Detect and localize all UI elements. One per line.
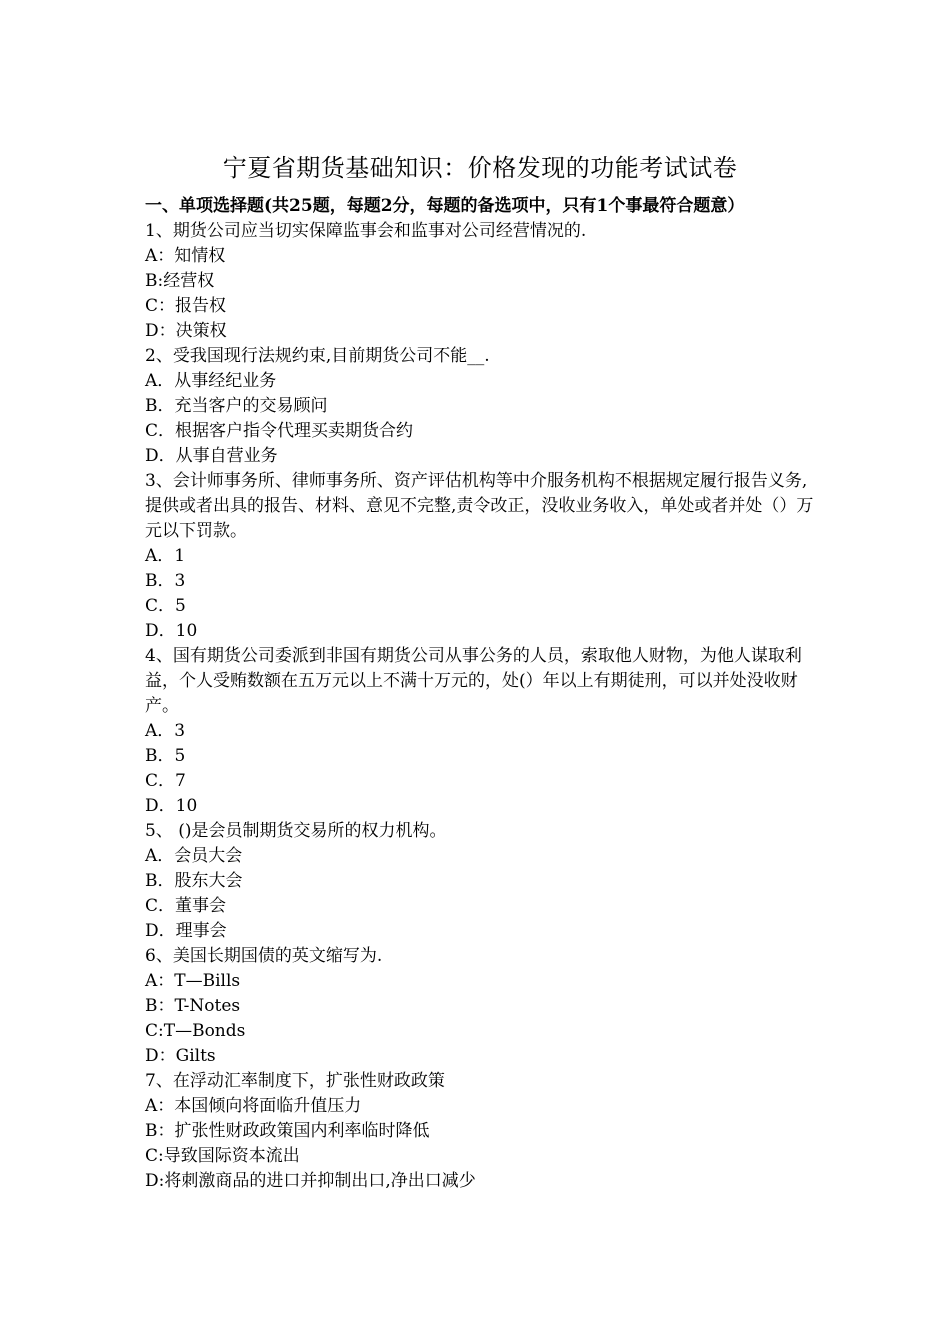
option-b: B：T-Notes (145, 996, 241, 1016)
document-page (145, 150, 815, 1194)
option-a: A．会员大会 (145, 846, 243, 866)
option-c: C．7 (145, 771, 186, 791)
option-c: C:T—Bonds (145, 1021, 246, 1041)
question-text: 6、美国长期国债的英文缩写为. (145, 946, 383, 966)
option-d: D．理事会 (145, 921, 227, 941)
question-text: 2、受我国现行法规约束,目前期货公司不能__. (145, 346, 490, 366)
option-a: A．从事经纪业务 (145, 371, 277, 391)
page-title: 宁夏省期货基础知识：价格发现的功能考试试卷 (222, 154, 738, 182)
question-3 (145, 469, 815, 644)
option-a: A：本国倾向将面临升值压力 (145, 1096, 362, 1116)
option-d: D:将刺激商品的进口并抑制出口,净出口减少 (145, 1171, 476, 1191)
option-c: C．董事会 (145, 896, 227, 916)
option-c: C：报告权 (145, 296, 227, 316)
question-5 (145, 819, 815, 944)
option-d: D．从事自营业务 (145, 446, 278, 466)
question-text: 3、会计师事务所、律师事务所、资产评估机构等中介服务机构不根据规定履行报告义务,提供或者出具的报告、材料、意见不完整,责令改正，没收业务收入，单处或者并处（）万元以下罚款。 (145, 471, 814, 541)
option-a: A：T—Bills (145, 971, 241, 991)
question-text: 4、国有期货公司委派到非国有期货公司从事公务的人员，索取他人财物，为他人谋取利益，个人受贿数额在五万元以上不满十万元的，处(）年以上有期徒刑，可以并处没收财产。 (145, 646, 802, 716)
option-c: C．5 (145, 596, 186, 616)
option-b: B．3 (145, 571, 186, 591)
option-d: D：决策权 (145, 321, 227, 341)
option-b: B．股东大会 (145, 871, 243, 891)
option-d: D．10 (145, 796, 198, 816)
option-d: D．10 (145, 621, 198, 641)
option-a: A．3 (145, 721, 186, 741)
option-b: B．5 (145, 746, 186, 766)
question-text: 1、期货公司应当切实保障监事会和监事对公司经营情况的. (145, 221, 587, 241)
option-d: D：Gilts (145, 1046, 216, 1066)
option-c: C:导致国际资本流出 (145, 1146, 300, 1166)
question-6 (145, 944, 815, 1069)
question-7 (145, 1069, 815, 1194)
option-c: C．根据客户指令代理买卖期货合约 (145, 421, 414, 441)
option-b: B:经营权 (145, 271, 215, 291)
question-4 (145, 644, 815, 819)
question-2 (145, 344, 815, 469)
option-b: B：扩张性财政政策国内利率临时降低 (145, 1121, 430, 1141)
question-text: 5、 ()是会员制期货交易所的权力机构。 (145, 821, 447, 841)
section-heading: 一、单项选择题(共25题，每题2分，每题的备选项中，只有1个事最符合题意） (145, 196, 745, 216)
question-1 (145, 219, 815, 344)
question-text: 7、在浮动汇率制度下，扩张性财政政策 (145, 1071, 445, 1091)
option-b: B．充当客户的交易顾问 (145, 396, 328, 416)
option-a: A．1 (145, 546, 186, 566)
option-a: A：知情权 (145, 246, 226, 266)
